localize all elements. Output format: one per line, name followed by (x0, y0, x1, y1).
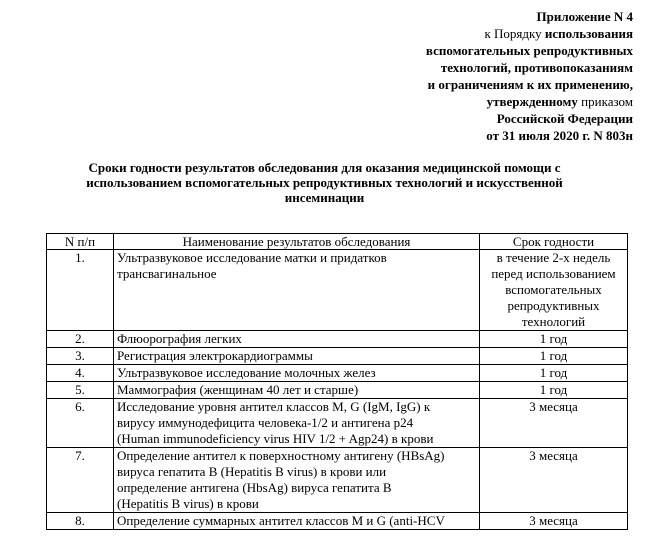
row-validity-line: 3 месяца (529, 513, 578, 528)
row-name-line: вирусу иммунодефицита человека-1/2 и антигена p24 (117, 415, 414, 430)
row-validity (480, 513, 628, 530)
table-header-row (47, 234, 628, 250)
table-row (47, 448, 628, 513)
row-validity-line: вспомогательных (505, 282, 602, 297)
row-number: 6. (47, 399, 114, 448)
row-validity-line: репродуктивных (507, 298, 600, 313)
row-validity (480, 250, 628, 331)
document-title: Сроки годности результатов обследования для оказания медицинской помощи с использованием вспомогательных репродуктивных технологий и искусственной инсеминации (86, 160, 563, 205)
row-number: 4. (47, 365, 114, 382)
row-validity-line: 1 год (539, 331, 568, 346)
row-validity-line: 1 год (539, 382, 568, 397)
row-name-line: Ультразвуковое исследование молочных желез (117, 365, 376, 380)
table-body (47, 250, 628, 530)
appendix-header (333, 8, 633, 144)
row-name-line: Регистрация электрокардиограммы (117, 348, 313, 363)
row-name-line: Определение суммарных антител классов M и G (anti-HCV (117, 513, 445, 528)
row-validity (480, 382, 628, 399)
row-name-line: вируса гепатита B (Hepatitis B virus) в крови или (117, 464, 387, 479)
appendix-line: Приложение N 4 (536, 9, 633, 24)
row-name-line: (Hepatitis B virus) в крови (117, 496, 259, 511)
row-name (114, 250, 480, 331)
table-row (47, 399, 628, 448)
row-validity (480, 399, 628, 448)
row-name-line: Ультразвуковое исследование матки и придатков (117, 250, 387, 265)
row-name (114, 448, 480, 513)
row-name-line: Маммография (женщинам 40 лет и старше) (117, 382, 359, 397)
row-number: 5. (47, 382, 114, 399)
appendix-line: Российской Федерации (496, 111, 633, 126)
appendix-line: и ограничениям к их применению, (427, 77, 633, 92)
row-name-line: Флюорография легких (117, 331, 242, 346)
table-row (47, 365, 628, 382)
row-validity-line: в течение 2-х недель (496, 250, 611, 265)
row-number: 8. (47, 513, 114, 530)
appendix-line: от 31 июля 2020 г. N 803н (486, 128, 633, 143)
row-name-line: Определение антител к поверхностному антигену (HBsAg) (117, 448, 445, 463)
appendix-line: вспомогательных репродуктивных (425, 43, 633, 58)
row-name (114, 365, 480, 382)
row-name (114, 513, 480, 530)
results-validity-table (46, 233, 628, 530)
table-row (47, 513, 628, 530)
row-validity (480, 448, 628, 513)
appendix-line: к Порядку использования (484, 26, 633, 41)
row-name (114, 331, 480, 348)
row-validity (480, 365, 628, 382)
appendix-line: технологий, противопоказаниям (440, 60, 633, 75)
row-name-line: определение антигена (HbsAg) вируса гепатита B (117, 480, 392, 495)
row-number: 2. (47, 331, 114, 348)
header-number: N п/п (47, 234, 114, 250)
table-row (47, 382, 628, 399)
table-row (47, 331, 628, 348)
row-name-line: трансвагинальное (117, 266, 217, 281)
row-validity (480, 348, 628, 365)
row-number: 1. (47, 250, 114, 331)
header-name: Наименование результатов обследования (114, 234, 480, 250)
header-validity: Срок годности (480, 234, 628, 250)
row-validity-line: 1 год (539, 365, 568, 380)
row-validity-line: 1 год (539, 348, 568, 363)
row-name (114, 382, 480, 399)
row-name (114, 348, 480, 365)
appendix-line: утвержденному приказом (486, 94, 633, 109)
row-validity-line: перед использованием (491, 266, 616, 281)
row-name-line: (Human immunodeficiency virus HIV 1/2 + Agp24) в крови (117, 431, 434, 446)
row-name (114, 399, 480, 448)
table-row (47, 250, 628, 331)
row-name-line: Исследование уровня антител классов M, G (IgM, IgG) к (117, 399, 431, 414)
table-row (47, 348, 628, 365)
row-number: 7. (47, 448, 114, 513)
row-number: 3. (47, 348, 114, 365)
row-validity-line: 3 месяца (529, 448, 578, 463)
row-validity (480, 331, 628, 348)
row-validity-line: 3 месяца (529, 399, 578, 414)
row-validity-line: технологий (521, 314, 586, 329)
